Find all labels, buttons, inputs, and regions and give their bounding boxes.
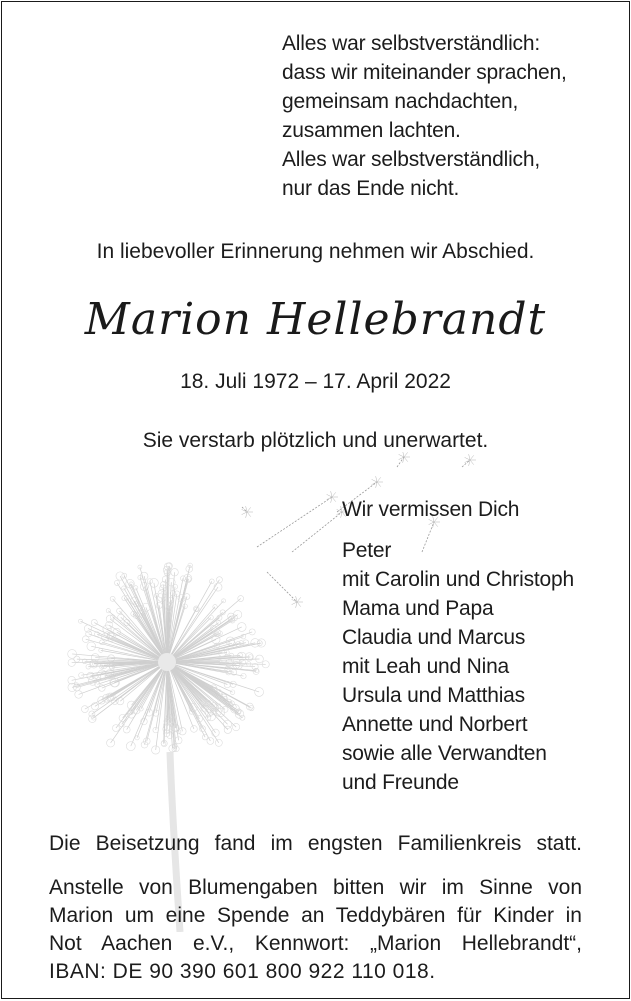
mourner-name: sowie alle Verwandten: [342, 739, 574, 768]
poem-line: gemeinsam nachdachten,: [282, 87, 567, 116]
poem-line: zusammen lachten.: [282, 116, 567, 145]
death-note: Sie verstarb plötzlich und unerwartet.: [2, 429, 629, 453]
donation-line: IBAN: DE 90 390 601 800 922 110 018.: [49, 958, 582, 986]
life-dates: 18. Juli 1972 – 17. April 2022: [2, 370, 629, 394]
poem-line: Alles war selbstverständlich:: [282, 29, 567, 58]
mourner-name: Peter: [342, 536, 574, 565]
poem-line: nur das Ende nicht.: [282, 174, 567, 203]
poem-line: Alles war selbstverständlich,: [282, 145, 567, 174]
mourners-list: [342, 495, 574, 797]
mourner-name: Annette und Norbert: [342, 710, 574, 739]
donation-line: Marion um eine Spende an Teddybären für Kinder in: [49, 902, 582, 930]
mourner-name: mit Leah und Nina: [342, 652, 574, 681]
mourner-name: Ursula und Matthias: [342, 681, 574, 710]
donation-request: [49, 874, 582, 986]
mourner-name: und Freunde: [342, 768, 574, 797]
mourner-name: mit Carolin und Christoph: [342, 565, 574, 594]
mourner-name: Claudia und Marcus: [342, 623, 574, 652]
obituary-notice: [1, 1, 630, 999]
funeral-note: Die Beisetzung fand im engsten Familienkreis statt.: [49, 832, 582, 856]
poem-line: dass wir miteinander sprachen,: [282, 58, 567, 87]
mourners-heading: Wir vermissen Dich: [342, 495, 574, 524]
dandelion-seed-head: [68, 563, 270, 754]
deceased-name: Marion Hellebrandt: [2, 294, 629, 345]
donation-line: Anstelle von Blumengaben bitten wir im Sinne von: [49, 874, 582, 902]
mourner-name: Mama und Papa: [342, 594, 574, 623]
farewell-intro: In liebevoller Erinnerung nehmen wir Abschied.: [2, 240, 629, 264]
donation-line: Not Aachen e.V., Kennwort: „Marion Hellebrandt“,: [49, 930, 582, 958]
poem: [282, 29, 567, 203]
